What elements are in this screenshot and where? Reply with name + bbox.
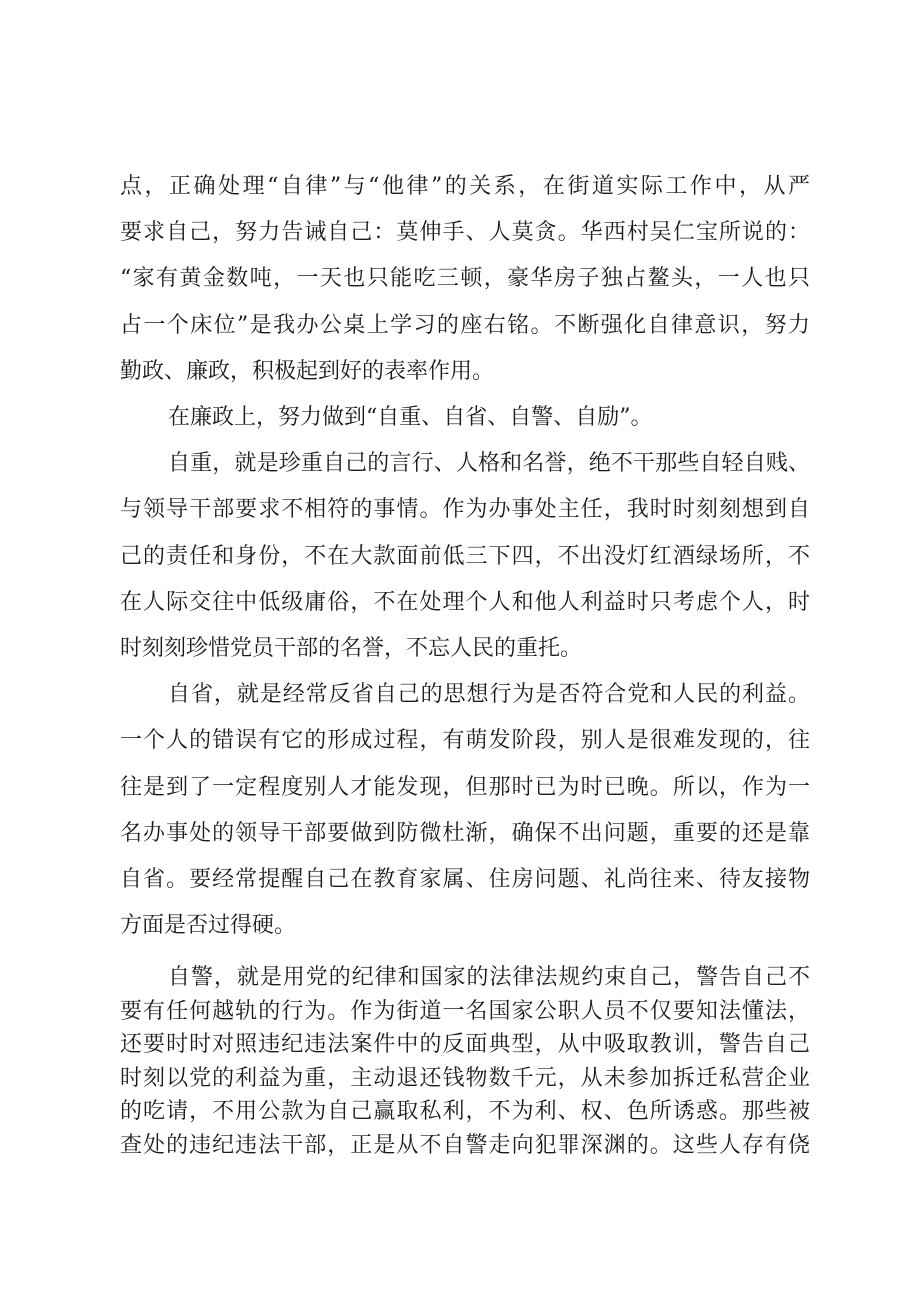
text-line: 一个人的错误有它的形成过程，有萌发阶段，别人是很难发现的，往 [120, 728, 810, 754]
text-line: 自省。要经常提醒自己在教育家属、住房问题、礼尚往来、待友接物 [120, 867, 810, 893]
text-line: 还要时时对照违纪违法案件中的反面典型，从中吸取教训，警告自己 [120, 1032, 810, 1057]
text-line: 自警，就是用党的纪律和国家的法律法规约束自己，警告自己不 [168, 965, 810, 990]
text-line: “家有黄金数吨，一天也只能吃三顿，豪华房子独占鳌头，一人也只 [120, 266, 810, 292]
text-line: 查处的违纪违法干部，正是从不自警走向犯罪深渊的。这些人存有侥 [120, 1132, 810, 1158]
body-text-upper [120, 164, 810, 949]
text-line: 的吃请，不用公款为自己赢取私利，不为利、权、色所诱惑。那些被 [120, 1099, 810, 1124]
text-line: 与领导干部要求不相符的事情。作为办事处主任，我时时刻刻想到自 [120, 497, 810, 523]
body-text-lower [120, 961, 810, 1162]
text-line: 要求自己，努力告诫自己：莫伸手、人莫贪。华西村吴仁宝所说的： [120, 220, 810, 246]
text-line: 在人际交往中低级庸俗，不在处理个人和他人利益时只考虑个人，时 [120, 589, 810, 615]
text-line: 往是到了一定程度别人才能发现，但那时已为时已晚。所以，作为一 [120, 774, 810, 800]
text-line: 自重，就是珍重自己的言行、人格和名誉，绝不干那些自轻自贱、 [168, 451, 810, 477]
paragraph-heading: 在廉政上，努力做到“自重、自省、自警、自励”。 [168, 405, 653, 431]
text-line: 时刻刻珍惜党员干部的名誉，不忘人民的重托。 [120, 636, 583, 662]
text-line: 占一个床位”是我办公桌上学习的座右铭。不断强化自律意识，努力 [120, 312, 810, 338]
text-line: 名办事处的领导干部要做到防微杜渐，确保不出问题，重要的还是靠 [120, 820, 810, 846]
text-line: 点，正确处理“自律”与“他律”的关系，在街道实际工作中，从严 [120, 174, 810, 199]
text-line: 方面是否过得硬。 [120, 913, 297, 939]
text-line: 己的责任和身份，不在大款面前低三下四，不出没灯红酒绿场所，不 [120, 543, 810, 569]
text-line: 时刻以党的利益为重，主动退还钱物数千元，从未参加拆迁私营企业 [120, 1065, 810, 1091]
text-line: 要有任何越轨的行为。作为街道一名国家公职人员不仅要知法懂法， [120, 998, 810, 1024]
text-line: 自省，就是经常反省自己的思想行为是否符合党和人民的利益。 [168, 682, 810, 708]
text-line: 勤政、廉政，积极起到好的表率作用。 [120, 358, 495, 384]
